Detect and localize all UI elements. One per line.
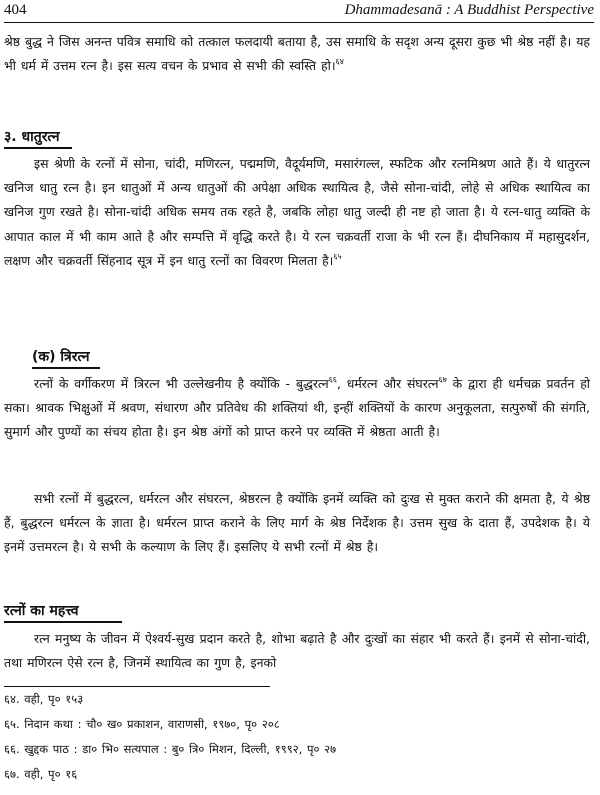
section-heading-mahattva: रत्नों का महत्त्व [4, 603, 79, 619]
heading-underline [4, 147, 72, 149]
subsection-heading-triratna: (क) त्रिरत्न [32, 349, 90, 365]
footnote-64: ६४. वही, पृ० १५३ [4, 692, 84, 706]
page-header [4, 2, 594, 22]
header-rule [4, 22, 594, 23]
footnote-rule [4, 686, 270, 687]
footnote-ref: ६५ [333, 251, 342, 261]
paragraph-text: रत्नों के वर्गीकरण में त्रिरत्न भी उल्लेखनीय है क्योंकि - बुद्धरत्न [34, 376, 329, 391]
paragraph-text: इस श्रेणी के रत्नों में सोना, चांदी, मणिरत्न, पद्ममणि, वैदूर्यमणि, मसारंगल्ल, स्फटिक और रत्नमिश्रण आते हैं। ये धातुरत्न खनिज धातु रत्न है। इन धातुओं में अन्य धातुओं की अपेक्षा अधिक स्थायित्व है, जैसे सोना-चांदी, लोहे से अधिक स्थायित्व का खनिज गुण रखते है। सोना-चांदी अधिक समय तक रहते है, जबकि लोहा धातु जल्दी ही नष्ट हो जाता है। ये रत्न-धातु व्यक्ति के आपात काल में भी काम आते है और सम्पत्ति में वृद्धि करते है। ये रत्न चक्रवर्ती राजा के भी रत्न हैं। दीघनिकाय में महासुदर्शन, लक्षण और चक्रवर्ती सिंहनाद सूत्र में इन धातु रत्नों का विवरण मिलता है। [4, 156, 590, 268]
footnote-67: ६७. वही, पृ० १६ [4, 767, 78, 781]
footnote-ref: ६४ [335, 57, 344, 67]
footnote-65: ६५. निदान कथा : चौ० ख० प्रकाशन, वाराणसी, १९७०, पृ० २०८ [4, 717, 280, 731]
footnote-66: ६६. खुद्दक पाठ : डा० भि० सत्यपाल : बु० त्रि० मिशन, दिल्ली, १९९२, पृ० २७ [4, 742, 337, 756]
heading-underline [4, 621, 122, 623]
book-title: Dhammadesanā : A Buddhist Perspective [344, 2, 594, 18]
heading-underline [32, 367, 100, 369]
paragraph-text: श्रेष्ठ बुद्ध ने जिस अनन्त पवित्र समाधि को तत्काल फलदायी बताया है, उस समाधि के सदृश अन्य दूसरा कुछ भी श्रेष्ठ नहीं है। यह भी धर्म में उत्तम रत्न है। इस सत्य वचन के प्रभाव से सभी की स्वस्ति हो। [4, 34, 590, 74]
paragraph-text: , धर्मरत्न और संघरत्न [336, 376, 439, 391]
page-number: 404 [4, 2, 27, 18]
paragraph-triratna [4, 372, 590, 445]
paragraph-shreshtharatna: सभी रत्नों में बुद्धरत्न, धर्मरत्न और संघरत्न, श्रेष्ठरत्न है क्योंकि इनमें व्यक्ति को दुःख से मुक्त कराने की क्षमता है, ये श्रेष्ठ हैं, बुद्धरत्न धर्मरत्न के ज्ञाता है। धर्मरत्न प्राप्त कराने के लिए मार्ग के श्रेष्ठ निर्देशक है। उत्तम सुख के दाता हैं, उपदेशक है। ये इनमें उत्तमरत्न है। ये सभी के कल्याण के लिए हैं। इसलिए ये सभी रत्नों में श्रेष्ठ है। [4, 491, 590, 555]
footnote-ref: ६६ [328, 375, 337, 384]
paragraph-mahattva: रत्न मनुष्य के जीवन में ऐश्वर्य-सुख प्रदान करते है, शोभा बढ़ाते है और दुःखों का संहार भी करते हैं। इनमें से सोना-चांदी, तथा मणिरत्न ऐसे रत्न है, जिनमें स्थायित्व का गुण है, इनको [4, 631, 590, 671]
paragraph-samadhi [4, 30, 590, 78]
footnote-ref: ६७ [438, 375, 447, 384]
section-heading-dhaturatna: ३. धातुरत्न [4, 129, 60, 145]
paragraph-dhaturatna [4, 152, 590, 273]
paragraph-text: के द्वारा ही धर्मचक्र प्रवर्तन हो सका। श्रावक भिक्षुओं में श्रवण, संधारण और प्रतिवेध की शक्तियां थी, इन्हीं शक्तियों के कारण अनुकूलता, सत्पुरुषों की संगति, सुमार्ग और पुण्यों का संचय होता है। इन श्रेष्ठ अंगों को प्राप्त करने पर व्यक्ति में श्रेष्ठता आती है। [4, 376, 590, 440]
